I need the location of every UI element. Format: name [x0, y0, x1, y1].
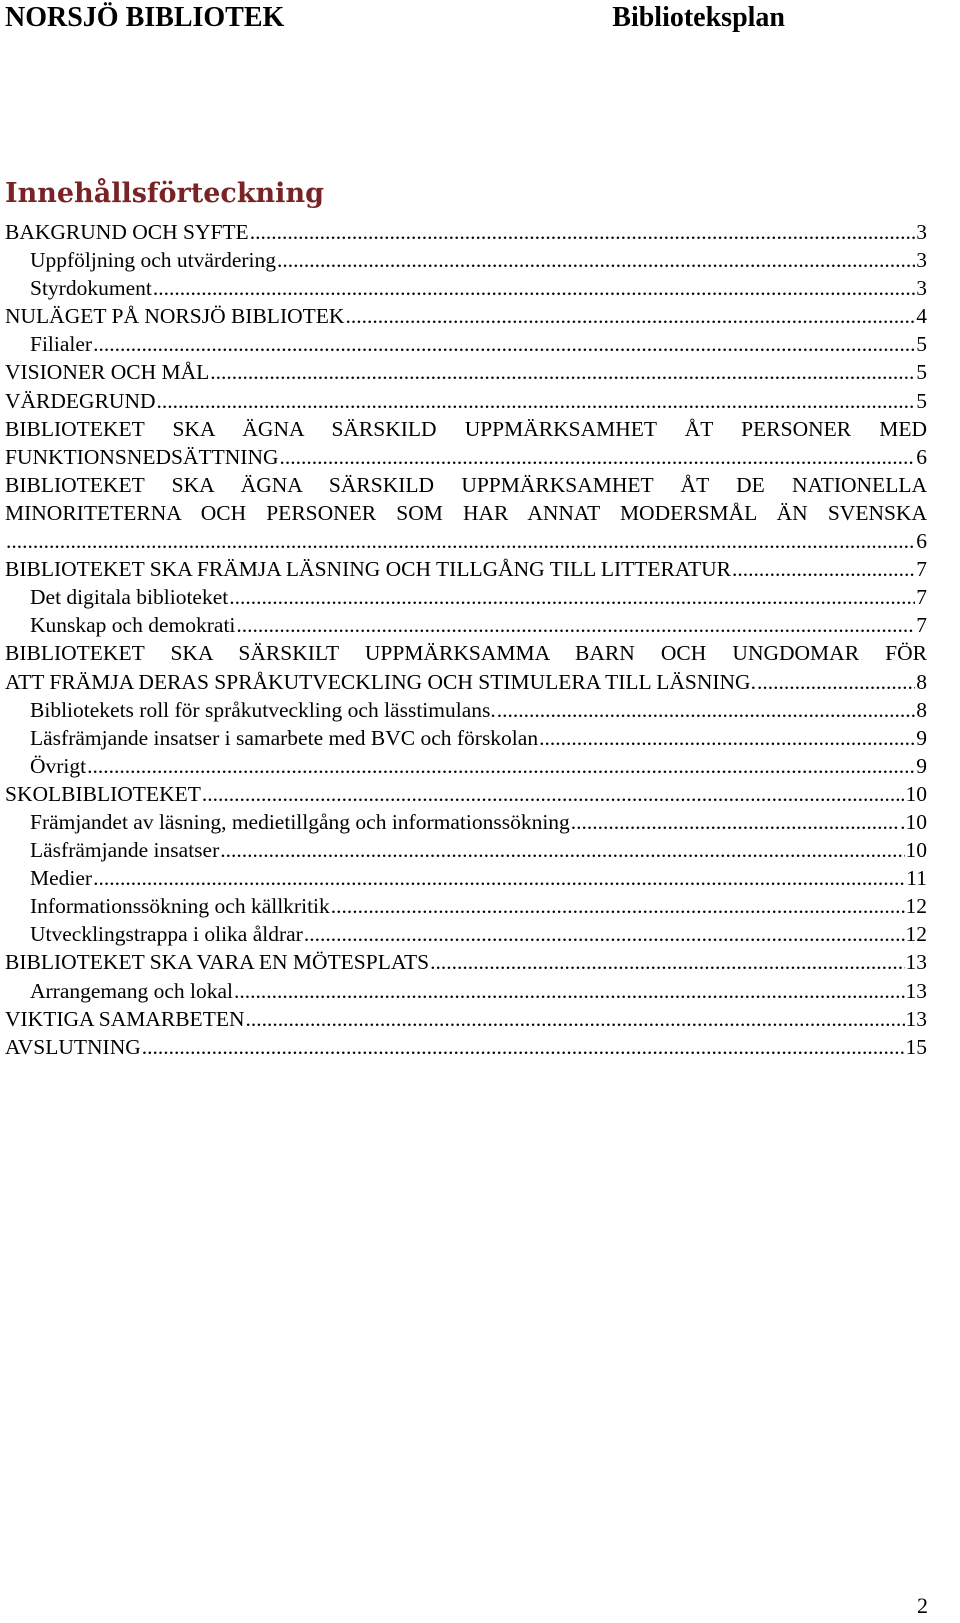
- toc-entry-title: VISIONER OCH MÅL: [5, 360, 210, 385]
- toc-entry[interactable]: [5, 611, 927, 639]
- toc-entry-title: Utvecklingstrappa i olika åldrar: [30, 922, 303, 947]
- toc-entry[interactable]: [5, 864, 927, 892]
- toc-leader: [430, 948, 904, 976]
- toc-entry-page: 8: [916, 669, 927, 694]
- toc-entry[interactable]: [5, 387, 927, 415]
- toc-entry-title: Läsfrämjande insatser: [30, 838, 220, 863]
- toc-entry-page: 6: [916, 444, 927, 469]
- toc-entry-title: NULÄGET PÅ NORSJÖ BIBLIOTEK: [5, 304, 345, 329]
- toc-entry-title: FUNKTIONSNEDSÄTTNING: [5, 444, 279, 469]
- toc-entry-page: 4: [916, 304, 927, 329]
- toc-entry[interactable]: [5, 920, 927, 948]
- toc-entry[interactable]: [5, 836, 927, 864]
- toc-entry-title: Kunskap och demokrati: [30, 613, 236, 638]
- toc-leader: [280, 443, 916, 471]
- toc-entry[interactable]: [5, 443, 927, 471]
- toc-entry-page: 5: [916, 332, 927, 357]
- toc-entry-title: AVSLUTNING: [5, 1034, 141, 1059]
- toc-entry[interactable]: [5, 977, 927, 1005]
- toc-leader: [236, 611, 915, 639]
- toc-entry[interactable]: [5, 752, 927, 780]
- toc-leader: [331, 892, 905, 920]
- toc-entry[interactable]: [5, 892, 927, 920]
- toc-entry-title: VÄRDEGRUND: [5, 388, 156, 413]
- toc-entry-title: Arrangemang och lokal: [30, 978, 233, 1003]
- toc-leader: [571, 808, 899, 836]
- toc-entry-title: Läsfrämjande insatser i samarbete med BVC och förskolan: [30, 725, 539, 750]
- toc-leader: [497, 696, 915, 724]
- toc-entry-title: Uppföljning och utvärdering: [30, 248, 277, 273]
- toc-entry-page: 12: [905, 922, 927, 947]
- toc-entry-title: ATT FRÄMJA DERAS SPRÅKUTVECKLING OCH STIMULERA TILL LÄSNING.: [5, 669, 756, 694]
- toc-leader: [250, 218, 916, 246]
- toc-entry-page: 15: [905, 1034, 927, 1059]
- toc-leader: [153, 274, 915, 302]
- toc-entry-page: 13: [905, 978, 927, 1003]
- toc-leader: [87, 752, 915, 780]
- toc-entry-page: 8: [916, 697, 927, 722]
- toc-entry-page: 3: [916, 248, 927, 273]
- toc-leader: [93, 330, 915, 358]
- toc-entry[interactable]: [5, 246, 927, 274]
- toc-entry-wrapped-line[interactable]: BIBLIOTEKET SKA ÄGNA SÄRSKILD UPPMÄRKSAMHET ÅT DE NATIONELLA: [5, 472, 927, 497]
- toc-entry[interactable]: [5, 696, 927, 724]
- toc-entry-title: Det digitala biblioteket: [30, 585, 229, 610]
- toc-entry-title: VIKTIGA SAMARBETEN: [5, 1006, 245, 1031]
- page-number: 2: [917, 1593, 928, 1618]
- toc-entry[interactable]: [5, 808, 927, 836]
- toc-entry[interactable]: [5, 780, 927, 808]
- toc-entry-page: 13: [905, 1006, 927, 1031]
- toc-entry-title: Bibliotekets roll för språkutveckling och lässtimulans.: [30, 697, 496, 722]
- toc-entry[interactable]: [5, 330, 927, 358]
- toc-leader: [6, 527, 915, 555]
- toc-leader: [234, 977, 905, 1005]
- toc-leader: [220, 836, 904, 864]
- toc-leader: [210, 358, 915, 386]
- toc-entry[interactable]: [5, 555, 927, 583]
- toc-entry-title: BIBLIOTEKET SKA FRÄMJA LÄSNING OCH TILLGÅNG TILL LITTERATUR: [5, 557, 732, 582]
- toc-entry-page: 7: [916, 585, 927, 610]
- toc-entry-wrapped-line[interactable]: BIBLIOTEKET SKA ÄGNA SÄRSKILD UPPMÄRKSAMHET ÅT PERSONER MED: [5, 416, 927, 441]
- toc-entry[interactable]: [5, 1005, 927, 1033]
- toc-entry-page: 9: [916, 725, 927, 750]
- toc-entry-page: 12: [905, 894, 927, 919]
- toc-leader: [157, 387, 916, 415]
- toc-entry-page: 6: [916, 529, 927, 554]
- table-of-contents: [5, 218, 927, 1061]
- toc-heading: Innehållsförteckning: [5, 178, 324, 209]
- page-header: [5, 2, 785, 38]
- toc-entry-page: 9: [916, 753, 927, 778]
- header-library-name: NORSJÖ BIBLIOTEK: [5, 2, 285, 33]
- toc-leader: [304, 920, 905, 948]
- toc-entry-page: 5: [916, 388, 927, 413]
- header-document-title: Biblioteksplan: [612, 2, 785, 33]
- toc-entry-wrapped-line[interactable]: BIBLIOTEKET SKA SÄRSKILT UPPMÄRKSAMMA BARN OCH UNGDOMAR FÖR: [5, 641, 927, 666]
- toc-entry-page: 7: [916, 613, 927, 638]
- toc-entry-title: BAKGRUND OCH SYFTE: [5, 220, 249, 244]
- toc-entry-page: 3: [916, 220, 927, 244]
- toc-entry[interactable]: [5, 527, 927, 555]
- toc-leader: [202, 780, 899, 808]
- toc-leader: [245, 1005, 904, 1033]
- toc-entry-page: 5: [916, 360, 927, 385]
- toc-entry-page: 10: [905, 838, 927, 863]
- toc-entry-page: .10: [900, 781, 927, 806]
- toc-entry-title: SKOLBIBLIOTEKET: [5, 781, 201, 806]
- toc-entry-title: Informationssökning och källkritik: [30, 894, 330, 919]
- toc-entry-page: .10: [900, 809, 927, 834]
- toc-entry[interactable]: [5, 583, 927, 611]
- toc-entry[interactable]: [5, 948, 927, 976]
- toc-entry-title: Styrdokument: [30, 276, 152, 301]
- toc-leader: [93, 864, 905, 892]
- toc-entry-title: Främjandet av läsning, medietillgång och informationssökning: [30, 809, 570, 834]
- toc-entry[interactable]: [5, 724, 927, 752]
- toc-entry[interactable]: [5, 302, 927, 330]
- toc-entry-wrapped-line[interactable]: MINORITETERNA OCH PERSONER SOM HAR ANNAT MODERSMÅL ÄN SVENSKA: [5, 500, 927, 525]
- toc-entry-page: 13: [905, 950, 927, 975]
- toc-entry[interactable]: [5, 274, 927, 302]
- toc-leader: [142, 1033, 905, 1061]
- toc-leader: [229, 583, 915, 611]
- toc-entry[interactable]: [5, 668, 927, 696]
- toc-leader: [277, 246, 915, 274]
- toc-leader: [345, 302, 915, 330]
- toc-entry-page: 7: [916, 557, 927, 582]
- toc-entry-page: 11: [906, 866, 927, 891]
- toc-entry-title: Övrigt: [30, 753, 87, 778]
- toc-entry-title: BIBLIOTEKET SKA VARA EN MÖTESPLATS: [5, 950, 430, 975]
- toc-leader: [539, 724, 915, 752]
- toc-entry[interactable]: [5, 358, 927, 386]
- toc-entry-title: Filialer: [30, 332, 93, 357]
- toc-entry[interactable]: [5, 218, 927, 246]
- toc-entry-page: 3: [916, 276, 927, 301]
- toc-leader: [732, 555, 915, 583]
- toc-entry-title: Medier: [30, 866, 93, 891]
- toc-leader: [757, 668, 915, 696]
- toc-entry[interactable]: [5, 1033, 927, 1061]
